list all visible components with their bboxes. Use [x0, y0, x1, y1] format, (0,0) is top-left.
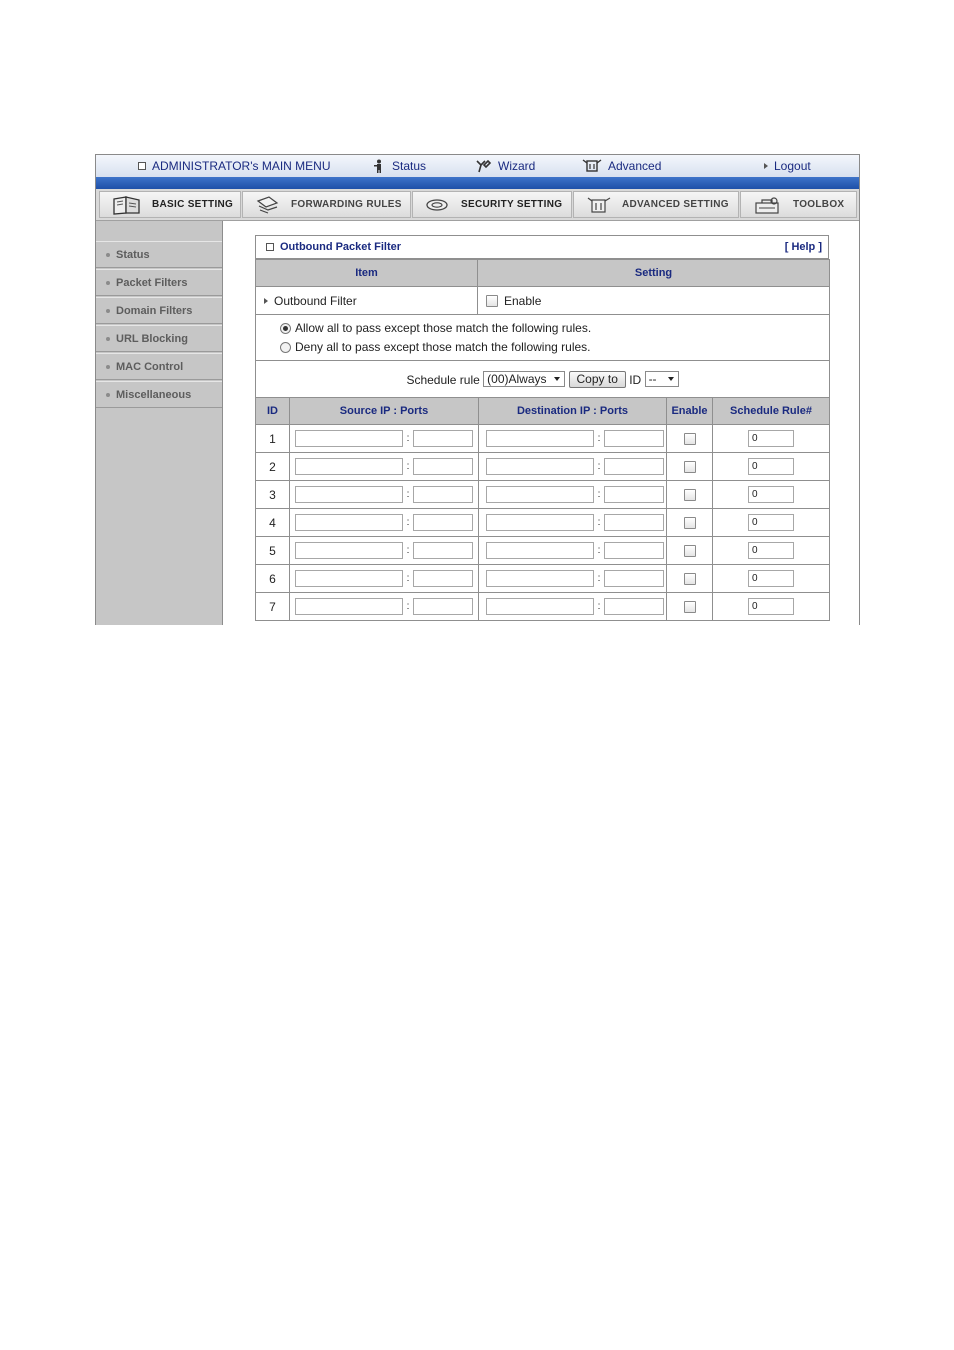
destination-ip-input[interactable] — [486, 514, 594, 531]
wizard-link[interactable] — [476, 159, 535, 173]
destination-cell: : — [479, 509, 667, 537]
destination-port-input[interactable] — [604, 598, 664, 615]
rule-id: 6 — [256, 565, 290, 593]
schedule-rule-cell — [256, 361, 830, 398]
security-icon — [425, 195, 451, 215]
wizard-label: Wizard — [498, 159, 536, 173]
source-cell: : — [290, 537, 479, 565]
main-menu-label: ADMINISTRATOR's MAIN MENU — [152, 159, 331, 173]
schedule-cell — [713, 481, 830, 509]
radio-deny-label: Deny all to pass except those match the following rules. — [295, 340, 591, 354]
radio-allow-label: Allow all to pass except those match the following rules. — [295, 321, 592, 335]
source-cell: : — [290, 593, 479, 621]
schedule-cell — [713, 425, 830, 453]
sidebar-item-packet-filters[interactable] — [96, 269, 222, 296]
source-cell: : — [290, 509, 479, 537]
sidebar-item-label: URL Blocking — [116, 332, 188, 345]
schedule-cell — [713, 453, 830, 481]
destination-cell: : — [479, 565, 667, 593]
radio-deny[interactable] — [280, 342, 291, 353]
schedule-rule-input[interactable]: 0 — [748, 458, 794, 475]
destination-column-header: Destination IP : Ports — [479, 398, 667, 425]
destination-ip-input[interactable] — [486, 570, 594, 587]
source-ip-input[interactable] — [295, 598, 403, 615]
schedule-rule-input[interactable]: 0 — [748, 486, 794, 503]
settings-table — [255, 259, 830, 398]
router-admin-screenshot — [95, 154, 860, 625]
schedule-rule-input[interactable]: 0 — [748, 570, 794, 587]
panel-header — [255, 235, 829, 259]
sidebar — [96, 221, 223, 625]
id-select-value: -- — [648, 372, 657, 386]
status-label: Status — [392, 159, 427, 173]
schedule-rule-select[interactable] — [483, 371, 565, 387]
enable-cell — [667, 537, 713, 565]
tab-basic-setting[interactable] — [99, 191, 241, 218]
sidebar-item-miscellaneous[interactable] — [96, 381, 222, 408]
rule-enable-checkbox[interactable] — [684, 517, 696, 529]
source-cell: : — [290, 453, 479, 481]
arrow-right-icon — [764, 163, 768, 169]
outbound-filter-panel — [255, 235, 829, 621]
schedule-rule-input[interactable]: 0 — [748, 430, 794, 447]
table-row — [256, 593, 830, 621]
schedule-rule-input[interactable]: 0 — [748, 598, 794, 615]
sidebar-item-label: Status — [116, 248, 150, 261]
square-bullet-icon — [138, 162, 146, 170]
tab-advanced-setting[interactable] — [573, 191, 739, 218]
book-icon — [112, 195, 142, 215]
rule-enable-checkbox[interactable] — [684, 601, 696, 613]
tab-toolbox[interactable] — [740, 191, 857, 218]
table-row — [256, 425, 830, 453]
bullet-icon — [106, 281, 110, 285]
bullet-icon — [106, 309, 110, 313]
tab-forwarding-rules[interactable] — [242, 191, 411, 218]
destination-ip-input[interactable] — [486, 542, 594, 559]
toolbox-icon — [753, 195, 783, 215]
destination-port-input[interactable] — [604, 514, 664, 531]
schedule-cell — [713, 537, 830, 565]
source-column-header: Source IP : Ports — [290, 398, 479, 425]
destination-port-input[interactable] — [604, 458, 664, 475]
advanced-icon — [582, 159, 602, 173]
table-row — [256, 453, 830, 481]
destination-ip-input[interactable] — [486, 458, 594, 475]
sidebar-item-label: Miscellaneous — [116, 388, 192, 401]
sidebar-item-label: Packet Filters — [116, 276, 188, 289]
outbound-filter-label: Outbound Filter — [274, 293, 357, 308]
source-port-input[interactable] — [413, 430, 473, 447]
logout-link[interactable] — [764, 159, 811, 173]
source-port-input[interactable] — [413, 514, 473, 531]
rule-enable-checkbox[interactable] — [684, 573, 696, 585]
source-port-input[interactable] — [413, 542, 473, 559]
source-cell: : — [290, 481, 479, 509]
source-ip-input[interactable] — [295, 542, 403, 559]
chevron-down-icon — [668, 377, 674, 381]
destination-port-input[interactable] — [604, 542, 664, 559]
rule-id: 7 — [256, 593, 290, 621]
source-ip-input[interactable] — [295, 486, 403, 503]
rule-id: 5 — [256, 537, 290, 565]
enable-cell — [667, 425, 713, 453]
advanced-label: Advanced — [608, 159, 662, 173]
sidebar-item-status[interactable] — [96, 241, 222, 268]
source-port-input[interactable] — [413, 570, 473, 587]
rule-id: 3 — [256, 481, 290, 509]
sidebar-item-label: Domain Filters — [116, 304, 193, 317]
source-ip-input[interactable] — [295, 514, 403, 531]
bullet-icon — [106, 393, 110, 397]
rules-table — [255, 397, 830, 621]
schedule-rule-input[interactable]: 0 — [748, 514, 794, 531]
person-icon — [372, 159, 386, 173]
forwarding-icon — [255, 195, 281, 215]
id-select[interactable] — [645, 371, 679, 387]
schedule-column-header: Schedule Rule# — [713, 398, 830, 425]
destination-ip-input[interactable] — [486, 430, 594, 447]
source-ip-input[interactable] — [295, 570, 403, 587]
advanced-link[interactable] — [582, 159, 661, 173]
id-label: ID — [629, 373, 642, 387]
bullet-icon — [106, 253, 110, 257]
outbound-filter-item — [256, 287, 478, 315]
destination-ip-input[interactable] — [486, 598, 594, 615]
tab-security-setting[interactable] — [412, 191, 572, 218]
rule-enable-checkbox[interactable] — [684, 461, 696, 473]
rule-id: 4 — [256, 509, 290, 537]
rule-enable-checkbox[interactable] — [684, 433, 696, 445]
source-port-input[interactable] — [413, 486, 473, 503]
top-menu-bar — [96, 155, 859, 178]
tab-advanced-setting-label: ADVANCED SETTING — [622, 199, 729, 210]
destination-cell: : — [479, 593, 667, 621]
sidebar-item-domain-filters[interactable] — [96, 297, 222, 324]
destination-ip-input[interactable] — [486, 486, 594, 503]
source-port-input[interactable] — [413, 598, 473, 615]
destination-cell: : — [479, 425, 667, 453]
destination-cell: : — [479, 453, 667, 481]
tab-security-setting-label: SECURITY SETTING — [461, 199, 563, 210]
panel-title: Outbound Packet Filter — [280, 241, 402, 253]
destination-port-input[interactable] — [604, 430, 664, 447]
radio-allow-row — [256, 319, 829, 338]
rule-enable-checkbox[interactable] — [684, 489, 696, 501]
source-cell: : — [290, 565, 479, 593]
help-link[interactable]: [ Help ] — [784, 241, 822, 253]
source-ip-input[interactable] — [295, 458, 403, 475]
sidebar-item-mac-control[interactable] — [96, 353, 222, 380]
copy-to-button[interactable]: Copy to — [569, 371, 626, 388]
enable-cell — [667, 453, 713, 481]
chevron-down-icon — [554, 377, 560, 381]
arrow-right-icon — [264, 298, 268, 304]
main-menu-link[interactable] — [138, 159, 331, 173]
source-cell: : — [290, 425, 479, 453]
tab-toolbox-label: TOOLBOX — [793, 199, 845, 210]
item-column-header: Item — [256, 260, 478, 287]
blue-divider-bar — [96, 177, 859, 189]
schedule-rule-input[interactable]: 0 — [748, 542, 794, 559]
square-bullet-icon — [266, 243, 274, 251]
outbound-filter-setting — [478, 287, 830, 315]
source-port-input[interactable] — [413, 458, 473, 475]
enable-cell — [667, 481, 713, 509]
status-link[interactable] — [372, 159, 426, 173]
schedule-cell — [713, 593, 830, 621]
outbound-filter-enable-checkbox[interactable] — [486, 295, 498, 307]
id-column-header: ID — [256, 398, 290, 425]
enable-cell — [667, 593, 713, 621]
radio-deny-row — [256, 338, 829, 357]
table-row — [256, 481, 830, 509]
table-row — [256, 537, 830, 565]
radio-allow[interactable] — [280, 323, 291, 334]
advanced-setting-icon — [586, 195, 612, 215]
sidebar-top-strip — [96, 221, 222, 241]
sidebar-item-url-blocking[interactable] — [96, 325, 222, 352]
rule-id: 2 — [256, 453, 290, 481]
rule-id: 1 — [256, 425, 290, 453]
setting-column-header: Setting — [478, 260, 830, 287]
destination-port-input[interactable] — [604, 570, 664, 587]
enable-column-header: Enable — [667, 398, 713, 425]
wizard-icon — [476, 159, 492, 173]
table-row — [256, 565, 830, 593]
destination-cell: : — [479, 481, 667, 509]
schedule-rule-value: (00)Always — [487, 372, 547, 386]
rule-enable-checkbox[interactable] — [684, 545, 696, 557]
enable-label: Enable — [504, 293, 542, 308]
tab-basic-setting-label: BASIC SETTING — [152, 199, 234, 210]
schedule-cell — [713, 565, 830, 593]
filter-mode-cell — [256, 315, 830, 361]
destination-cell: : — [479, 537, 667, 565]
schedule-cell — [713, 509, 830, 537]
table-row — [256, 509, 830, 537]
enable-cell — [667, 565, 713, 593]
destination-port-input[interactable] — [604, 486, 664, 503]
bullet-icon — [106, 337, 110, 341]
schedule-rule-label: Schedule rule — [406, 373, 480, 387]
sidebar-item-label: MAC Control — [116, 360, 184, 373]
category-tab-bar — [96, 189, 859, 221]
bullet-icon — [106, 365, 110, 369]
logout-label: Logout — [774, 159, 811, 173]
tab-forwarding-rules-label: FORWARDING RULES — [291, 199, 402, 210]
enable-cell — [667, 509, 713, 537]
source-ip-input[interactable] — [295, 430, 403, 447]
